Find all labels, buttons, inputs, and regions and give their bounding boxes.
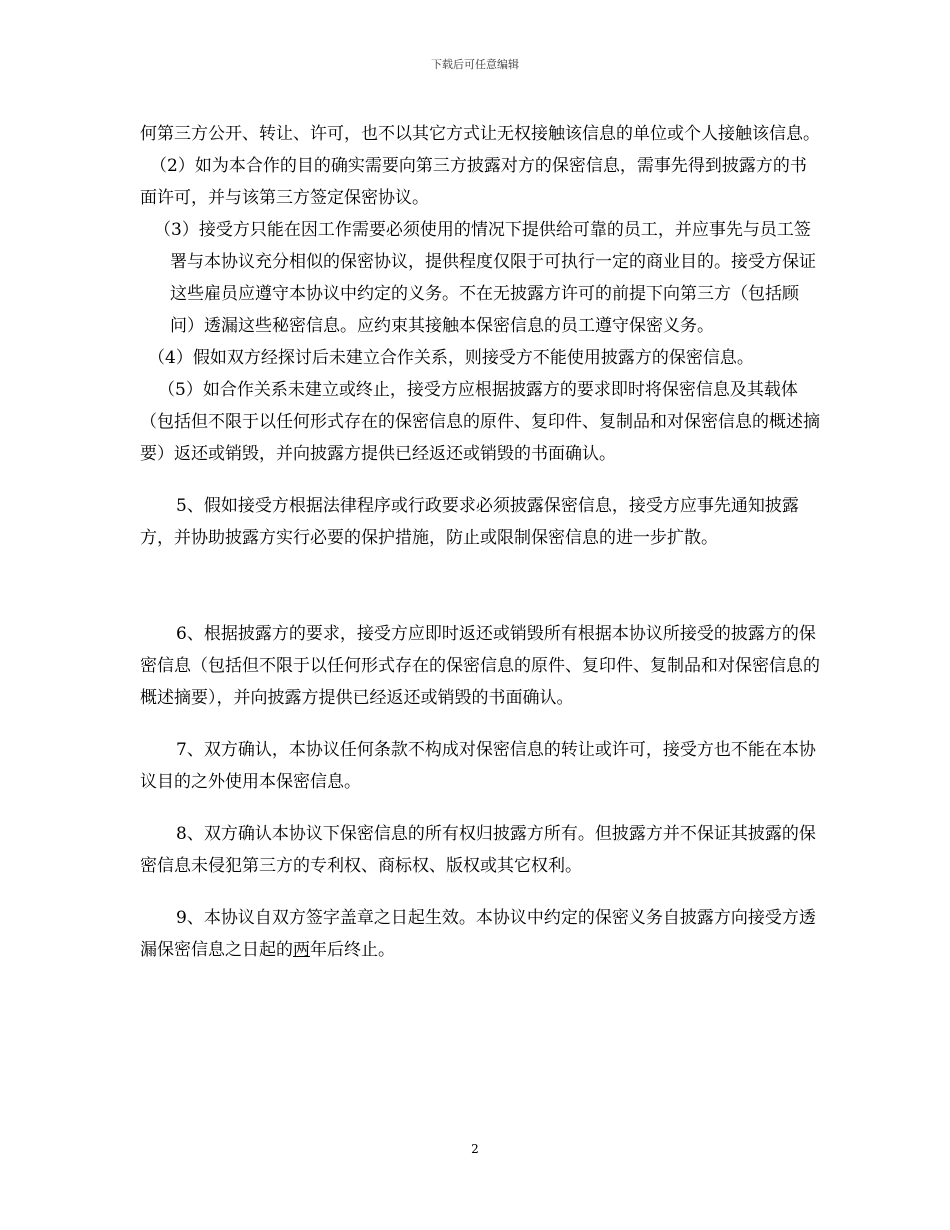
section-7: 7、双方确认，本协议任何条款不构成对保密信息的转让或许可，接受方也不能在本协议目的之外使用本保密信息。 bbox=[140, 740, 816, 792]
clause-item-2: （2）如为本合作的目的确实需要向第三方披露对方的保密信息，需事先得到披露方的书面许可，并与该第三方签定保密协议。 bbox=[140, 156, 807, 208]
page-number: 2 bbox=[471, 1142, 479, 1156]
clause-item-5: （5）如合作关系未建立或终止，接受方应根据披露方的要求即时将保密信息及其载体（包括但不限于以任何形式存在的保密信息的原件、复印件、复制品和对保密信息的概述摘要）返还或销毁，并向披露方提供已经返还或销毁的书面确认。 bbox=[140, 380, 820, 464]
section-9-end: 年后终止。 bbox=[310, 940, 395, 960]
section-6: 6、根据披露方的要求，接受方应即时返还或销毁所有根据本协议所接受的披露方的保密信息（包括但不限于以任何形式存在的保密信息的原件、复印件、复制品和对保密信息的概述摘要），并向披露方提供已经返还或销毁的书面确认。 bbox=[140, 624, 820, 708]
section-9-term: 两 bbox=[293, 940, 310, 960]
section-8: 8、双方确认本协议下保密信息的所有权归披露方所有。但披露方并不保证其披露的保密信息未侵犯第三方的专利权、商标权、版权或其它权利。 bbox=[140, 824, 816, 876]
clause-item-3: （3）接受方只能在因工作需要必须使用的情况下提供给可靠的员工，并应事先与员工签署与本协议充分相似的保密协议，提供程度仅限于可执行一定的商业目的。接受方保证这些雇员应遵守本协议中约定的义务。不在无披露方许可的前提下向第三方（包括顾问）透漏这些秘密信息。应约束其接触本保密信息的员工遵守保密义务。 bbox=[154, 220, 816, 336]
section-9 bbox=[140, 902, 820, 966]
document-body bbox=[140, 118, 820, 966]
paragraph-continuation: 何第三方公开、转让、许可，也不以其它方式让无权接触该信息的单位或个人接触该信息。 bbox=[140, 124, 820, 144]
section-5: 5、假如接受方根据法律程序或行政要求必须披露保密信息，接受方应事先通知披露方，并协助披露方实行必要的保护措施，防止或限制保密信息的进一步扩散。 bbox=[140, 496, 799, 548]
clause-item-4: （4）假如双方经探讨后未建立合作关系，则接受方不能使用披露方的保密信息。 bbox=[148, 348, 754, 368]
section-9-text: 9、本协议自双方签字盖章之日起生效。本协议中约定的保密义务自披露方向接受方透漏保密信息之日起的 bbox=[140, 908, 816, 960]
page-header: 下载后可任意编辑 bbox=[431, 58, 519, 71]
